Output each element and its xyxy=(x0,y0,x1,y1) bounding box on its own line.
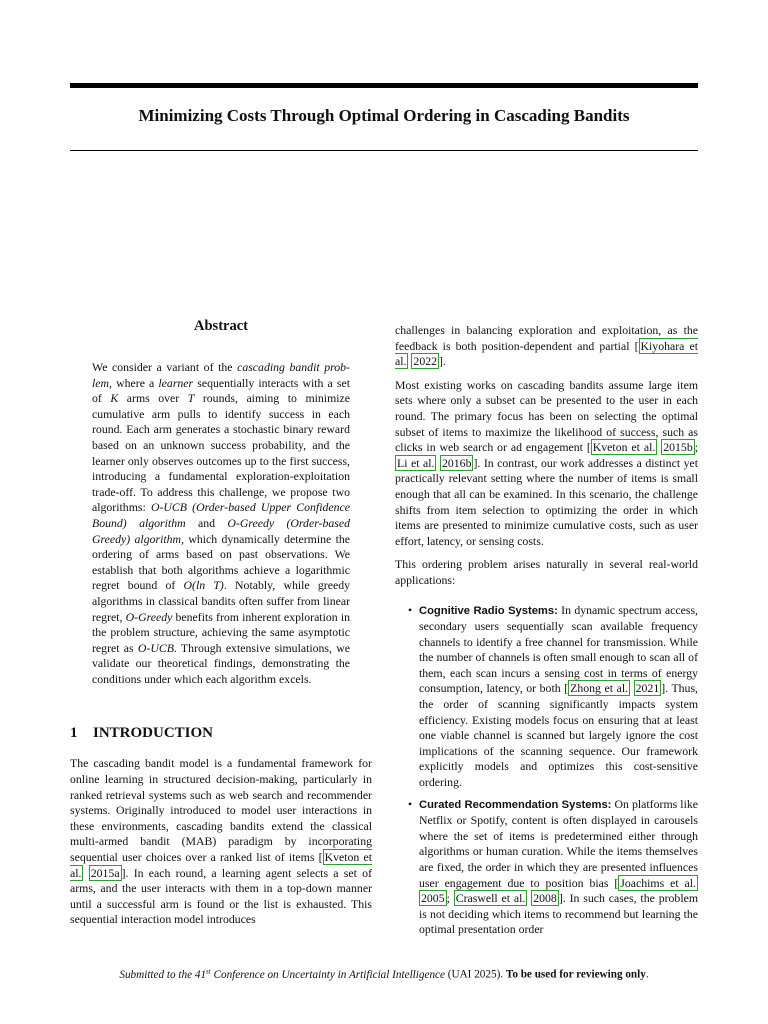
page-footer: Submitted to the 41st Conference on Uncertainty in Artificial Intelligence (UAI 2025). To be used for reviewing only. xyxy=(119,967,649,981)
section-number: 1 xyxy=(70,725,78,742)
paper-title: Minimizing Costs Through Optimal Ordering in Cascading Bandits xyxy=(138,106,630,125)
citation-year-link[interactable]: 2008 xyxy=(533,891,557,906)
citation-link[interactable]: Li et al. xyxy=(397,455,435,470)
paragraph-continuation: challenges in balancing exploration and exploitation, as the feedback is both position-dependent and partial [ Kiyohara et al. 2022 ]. xyxy=(395,323,699,369)
list-item: • Curated Recommendation Systems: On platforms like Netflix or Spotify, content is often displayed in carousels where the set of items is predetermined either through algorithms or human curation. While the items themselves are fixed, the order in which they are presented influences user engagement due to position bias [ Joachims et al. 2005 ; Craswell et al. 2008 ]. In such cases, the problem is not deciding which items to recommend but learning the optimal presentation order xyxy=(408,796,699,937)
abstract-text: We consider a variant of the cascading bandit prob-lem, where a learner sequentially interacts with a set of K arms over T rounds, aiming to minimize cumulative arm pulls to identify success in each round. Each arm generates a stochastic binary reward based on an unknown success probability, and the learner only observes outcomes up to the first success, introducing a fundamental exploration-exploitation trade-off. To address this challenge, we propose two algorithms: O-UCB (Order-based Upper Confidence Bound) algorithm and O-Greedy (Order-based Greedy) algorithm, which dynamically determine the ordering of arms based on past observations. We establish that both algorithms achieve a logarithmic regret bound of O(ln T). Notably, while greedy algorithms in classical bandits often suffer from linear regret, O-Greedy benefits from inherent exploration in the problem structure, achieving the same asymptotic regret as O-UCB. Through extensive simulations, we validate our theoretical findings, demonstrating the conditions under which each algorithm excels. xyxy=(92,360,351,686)
bullet-icon: • xyxy=(408,796,413,811)
right-column xyxy=(395,323,698,944)
applications-list xyxy=(395,603,698,938)
abstract-heading: Abstract xyxy=(194,318,248,334)
citation-year-link[interactable]: 2021 xyxy=(635,681,660,696)
top-rule xyxy=(70,83,698,88)
citation-year-link[interactable]: 2015a xyxy=(90,865,120,880)
citation-year-link[interactable]: 2016b xyxy=(441,455,472,470)
paragraph-existing-works: Most existing works on cascading bandits assume large item sets where only a subset can be presented to the user in each round. The primary focus has been on selecting the optimal subset of items to maximize the likelihood of success, such as clicks in web search or ad engagement [ Kveton et al. 2015b ; Li et al. 2016b ]. In contrast, our work addresses a distinct yet practically relevant setting where the number of items is small enough that all can be examined. In this scenario, the challenge shifts from item selection to optimizing the order in which items are presented to minimize cumulative costs, such as user effort, latency, or sensing costs. xyxy=(395,377,699,548)
citation-year-link[interactable]: 2022 xyxy=(413,354,438,369)
citation-year-link[interactable]: 2005 xyxy=(421,891,445,906)
citation-link[interactable]: Craswell et al. xyxy=(455,891,526,906)
title-rule xyxy=(70,150,698,151)
citation-link[interactable]: Kveton et al. xyxy=(70,850,372,880)
citation-link[interactable]: Kveton et al. xyxy=(592,440,656,455)
left-column xyxy=(70,318,372,935)
citation-year-link[interactable]: 2015b xyxy=(663,440,693,455)
section-heading-introduction xyxy=(70,725,372,742)
list-item: • Cognitive Radio Systems: In dynamic spectrum access, secondary users sequentially scan available frequency channels to identify a free channel for transmission. While the number of channels is often small enough to scan all of them, each scan incurs a sensing cost in terms of energy consumption, latency, or both [ Zhong et al. 2021 ]. Thus, the order of scanning significantly impacts system efficiency. Existing models focus on ensuring that at least one viable channel is scanned but largely ignore the cost implications of the scanning sequence. Our framework explicitly models and optimizes this cost-sensitive ordering. xyxy=(408,602,699,790)
bullet-icon: • xyxy=(408,602,413,617)
citation-link[interactable]: Zhong et al. xyxy=(570,681,629,696)
paragraph-applications: This ordering problem arises naturally in several real-world applications: xyxy=(395,557,698,587)
citation-link[interactable]: Joachims et al. xyxy=(620,875,697,890)
intro-paragraph: The cascading bandit model is a fundamental framework for online learning in structured decision-making, particularly in ranked retrieval systems such as web search and recommender systems. Originally introduced to model user interactions in these environments, cascading bandits extend the classical multi-armed bandit (MAB) paradigm by incorporating sequential user choices over a ranked list of items [ Kveton et al. 2015a ]. In each round, a learning agent selects a set of arms, and the user interacts with them in a top-down manner until a successful arm is found or the list is exhausted. This sequential interaction model introduces xyxy=(70,756,372,927)
section-title: INTRODUCTION xyxy=(93,725,214,742)
citation-link[interactable]: Kiyohara et al. xyxy=(395,338,699,369)
